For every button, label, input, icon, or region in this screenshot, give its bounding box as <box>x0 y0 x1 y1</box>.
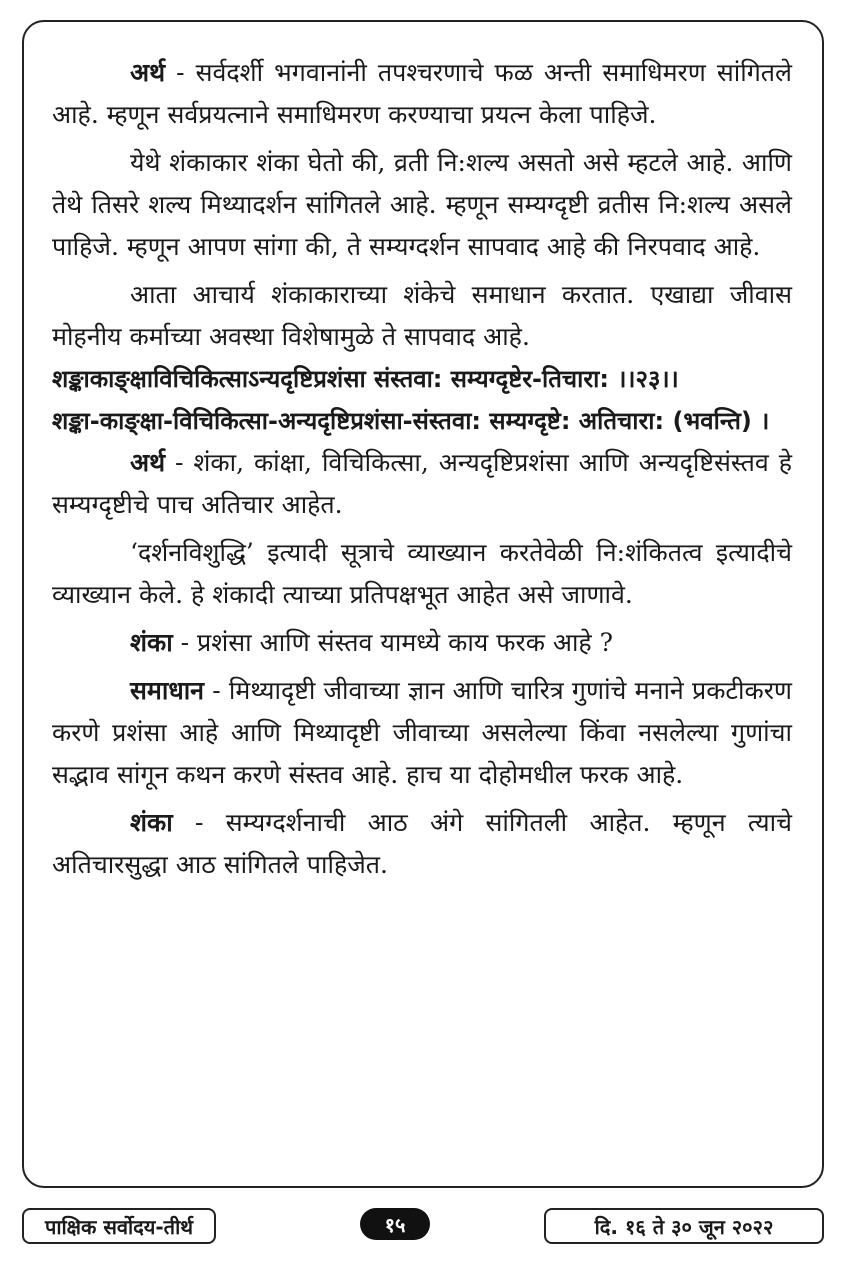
paragraph-doubt-2 <box>52 802 792 886</box>
paragraph-text: - प्रशंसा आणि संस्तव यामध्ये काय फरक आहे ? <box>172 628 614 657</box>
paragraph-text: ‘दर्शनविशुद्धि’ इत्यादी सूत्राचे व्याख्यान करतेवेळी नि:शंकितत्व इत्यादीचे व्याख्यान केले. हे शंकादी त्याच्या प्रतिपक्षभूत आहेत असे जाणावे. <box>52 538 792 609</box>
page-number: १५ <box>360 1208 430 1240</box>
paragraph-resolution <box>52 670 792 796</box>
paragraph-meaning-1 <box>52 52 792 136</box>
resolution-label: समाधान <box>130 676 205 705</box>
paragraph-answer <box>52 274 792 358</box>
sutra-verse: शङ्काकाङ्क्षाविचिकित्साऽन्यदृष्टिप्रशंसा संस्तवा: सम्यग्दृष्टेर-तिचारा: ।।२३।। <box>52 365 679 393</box>
paragraph-commentary <box>52 532 792 616</box>
doubt-label: शंका <box>130 628 173 657</box>
paragraph-text: - शंका, कांक्षा, विचिकित्सा, अन्यदृष्टिप्रशंसा आणि अन्यदृष्टिसंस्तव हे सम्यग्दृष्टीचे पाच अतिचार आहेत. <box>52 448 792 519</box>
paragraph-text: येथे शंकाकार शंका घेतो की, व्रती नि:शल्य असतो असे म्हटले आहे. आणि तेथे तिसरे शल्य मिथ्यादर्शन सांगितले आहे. म्हणून सम्यग्दृष्टी व्रतीस नि:शल्य असले पाहिजे. म्हणून आपण सांगा की, ते सम्यग्दर्शन सापवाद आहे की निरपवाद आहे. <box>52 148 792 261</box>
paragraph-meaning-2 <box>52 442 792 526</box>
paragraph-question <box>52 142 792 268</box>
sutra-split-verse: शङ्का-काङ्क्षा-विचिकित्सा-अन्यदृष्टिप्रशंसा-संस्तवा: सम्यग्दृष्टे: अतिचारा: (भवन्ति) । <box>52 407 770 435</box>
paragraph-text: आता आचार्य शंकाकाराच्या शंकेचे समाधान करतात. एखाद्या जीवास मोहनीय कर्माच्या अवस्था विशेषामुळे ते सापवाद आहे. <box>52 280 792 351</box>
paragraph-doubt-1 <box>52 622 792 664</box>
paragraph-text: - मिथ्यादृष्टी जीवाच्या ज्ञान आणि चारित्र गुणांचे मनाने प्रकटीकरण करणे प्रशंसा आहे आणि मिथ्यादृष्टी जीवाच्या असलेल्या किंवा नसलेल्या गुणांचा सद्भाव सांगून कथन करणे संस्तव आहे. हाच या दोहोमधील फरक आहे. <box>52 676 792 789</box>
paragraph-text: - सम्यग्दर्शनाची आठ अंगे सांगितली आहेत. म्हणून त्याचे अतिचारसुद्धा आठ सांगितले पाहिजेत. <box>52 808 792 879</box>
meaning-label: अर्थ <box>130 58 166 87</box>
magazine-name: पाक्षिक सर्वोदय-तीर्थ <box>22 1208 216 1244</box>
paragraph-text: - सर्वदर्शी भगवानांनी तपश्चरणाचे फळ अन्ती समाधिमरण सांगितले आहे. म्हणून सर्वप्रयत्नाने समाधिमरण करण्याचा प्रयत्न केला पाहिजे. <box>52 58 792 129</box>
page-footer <box>0 1208 850 1250</box>
doubt-label: शंका <box>130 808 173 837</box>
page-body <box>52 52 792 886</box>
meaning-label: अर्थ <box>130 448 166 477</box>
issue-date: दि. १६ ते ३० जून २०२२ <box>544 1208 824 1244</box>
